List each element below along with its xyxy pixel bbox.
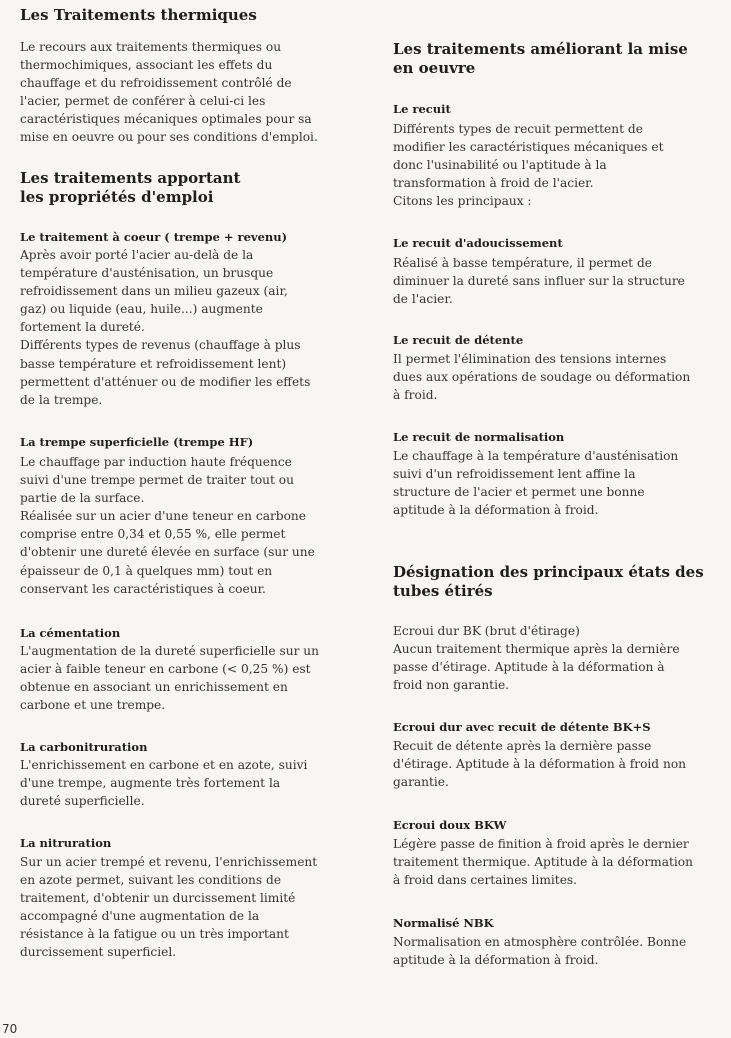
body-soft-annealing: Réalisé à basse température, il permet de diminuer la dureté sans influer sur la structure de l'acier.	[393, 256, 685, 307]
body-surface-hardening: Le chauffage par induction haute fréquence suivi d'une trempe permet de traiter tout ou partie de la surface. Réalisée sur un acier d'une teneur en carbone comprise entre 0,34 et 0,55 %, elle permet d'obtenir une dureté élevée en surface (sur une épaisseur de 0,1 à quelques mm) tout en conservant les caractéristiques à coeur.	[20, 455, 315, 596]
section-title-usage-properties: Les traitements apportant les propriétés d'emploi	[20, 169, 241, 206]
section-title-processing: Les traitements améliorant la mise en oeuvre	[393, 40, 688, 77]
body-core-treatment: Après avoir porté l'acier au-delà de la température d'austénisation, un brusque refroidissement dans un milieu gazeux (air, gaz) ou liquide (eau, huile...) augmente fortement la dureté. Différents types de revenus (chauffage à plus basse température et refroidissement lent) permettent d'atténuer ou de modifier les effets de la trempe.	[20, 248, 311, 407]
heading-soft-annealing: Le recuit d'adoucissement	[393, 236, 563, 250]
body-normalizing: Le chauffage à la température d'austénisation suivi d'un refroidissement lent affine la structure de l'acier et permet une bonne aptitude à la déformation à froid.	[393, 449, 679, 518]
body-state-bk: Ecroui dur BK (brut d'étirage) Aucun traitement thermique après la dernière passe d'étirage. Aptitude à la déformation à froid non garantie.	[393, 624, 680, 693]
body-carburizing: L'augmentation de la dureté superficielle sur un acier à faible teneur en carbone (< 0,25 %) est obtenue en associant un enrichissement en carbone et une trempe.	[20, 644, 319, 713]
heading-carburizing: La cémentation	[20, 626, 121, 640]
body-carbonitriding: L'enrichissement en carbone et en azote, suivi d'une trempe, augmente très fortement la dureté superficielle.	[20, 758, 308, 809]
intro-paragraph: Le recours aux traitements thermiques ou thermochimiques, associant les effets du chauffage et du refroidissement contrôlé de l'acier, permet de conférer à celui-ci les caractéristiques mécaniques optimales pour sa mise en oeuvre ou pour ses conditions d'emploi.	[20, 40, 318, 145]
section-title-designation: Désignation des principaux états des tubes étirés	[393, 563, 704, 600]
body-nitriding: Sur un acier trempé et revenu, l'enrichissement en azote permet, suivant les conditions de traitement, d'obtenir un durcissement limité accompagné d'une augmentation de la résistance à la fatigue ou un très important durcissement superficiel.	[20, 855, 318, 960]
heading-state-nbk: Normalisé NBK	[393, 916, 494, 930]
body-state-bkw: Légère passe de finition à froid après le dernier traitement thermique. Aptitude à la déformation à froid dans certaines limites.	[393, 837, 693, 888]
body-annealing: Différents types de recuit permettent de modifier les caractéristiques mécaniques et donc l'usinabilité ou l'aptitude à la transformation à froid de l'acier. Citons les principaux :	[393, 122, 664, 209]
body-state-nbk: Normalisation en atmosphère contrôlée. Bonne aptitude à la déformation à froid.	[393, 935, 687, 968]
heading-state-bks: Ecroui dur avec recuit de détente BK+S	[393, 720, 651, 734]
heading-core-treatment: Le traitement à coeur ( trempe + revenu)	[20, 230, 288, 244]
body-state-bks: Recuit de détente après la dernière passe d'étirage. Aptitude à la déformation à froid non garantie.	[393, 739, 687, 790]
heading-normalizing: Le recuit de normalisation	[393, 430, 565, 444]
heading-state-bkw: Ecroui doux BKW	[393, 818, 507, 832]
heading-carbonitriding: La carbonitruration	[20, 740, 148, 754]
page-number: 70	[2, 1022, 18, 1036]
heading-stress-relief: Le recuit de détente	[393, 333, 524, 347]
heading-nitriding: La nitruration	[20, 836, 112, 850]
body-stress-relief: Il permet l'élimination des tensions internes dues aux opérations de soudage ou déformation à froid.	[393, 352, 691, 403]
page-title: Les Traitements thermiques	[20, 6, 257, 24]
heading-annealing: Le recuit	[393, 102, 451, 116]
heading-surface-hardening: La trempe superficielle (trempe HF)	[20, 435, 254, 449]
